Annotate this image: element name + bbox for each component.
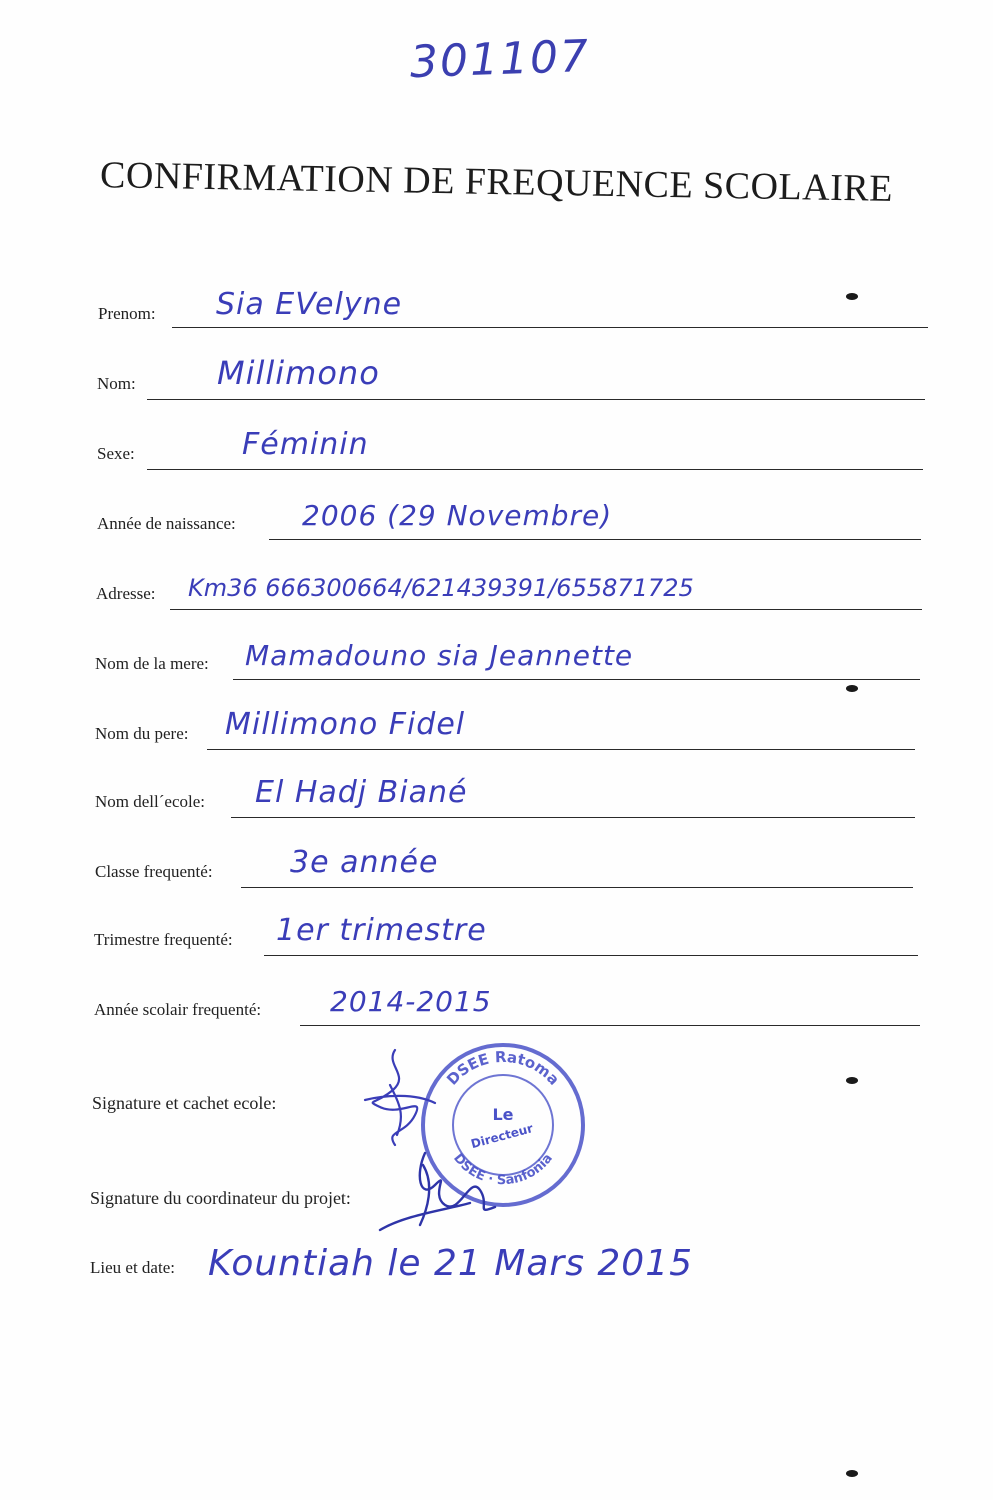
scan-dot bbox=[846, 293, 858, 300]
field-sexe bbox=[97, 427, 923, 470]
field-label: Nom de la mere: bbox=[95, 654, 209, 673]
field-label: Trimestre frequenté: bbox=[94, 930, 233, 949]
handwritten-value: Millimono bbox=[217, 354, 380, 392]
field-signature-ecole bbox=[92, 1080, 392, 1120]
field-label: Nom dell´ecole: bbox=[95, 792, 205, 811]
field-label: Adresse: bbox=[96, 584, 156, 603]
field-signature-coordinateur bbox=[90, 1175, 410, 1215]
field-underline bbox=[147, 469, 923, 470]
field-label: Classe frequenté: bbox=[95, 862, 213, 881]
field-classe bbox=[95, 845, 913, 888]
handwritten-value: Mamadouno sia Jeannette bbox=[245, 639, 634, 672]
field-underline bbox=[233, 679, 920, 680]
field-label: Nom du pere: bbox=[95, 724, 189, 743]
field-underline bbox=[231, 817, 915, 818]
field-label: Lieu et date: bbox=[90, 1258, 175, 1277]
handwritten-value: Féminin bbox=[242, 427, 369, 462]
handwritten-value: 3e année bbox=[290, 845, 439, 880]
field-lieu-date bbox=[90, 1243, 790, 1290]
field-adresse bbox=[96, 570, 922, 610]
field-underline bbox=[241, 887, 913, 888]
handwritten-value: Kountiah le 21 Mars 2015 bbox=[208, 1243, 694, 1284]
coordinator-signature bbox=[375, 1145, 515, 1240]
handwritten-value: Millimono Fidel bbox=[225, 707, 466, 742]
stamp-center-line2: Directeur bbox=[469, 1121, 535, 1152]
field-underline bbox=[147, 399, 925, 400]
field-annee-scolaire bbox=[94, 986, 920, 1026]
handwritten-value: 2006 (29 Novembre) bbox=[302, 499, 613, 532]
stamp-bottom-text: DSEE · Sanfonia bbox=[450, 1151, 556, 1189]
handwritten-value: 1er trimestre bbox=[276, 913, 487, 948]
field-nom bbox=[97, 354, 925, 400]
field-trimestre bbox=[94, 913, 918, 956]
handwritten-value: 2014-2015 bbox=[330, 985, 492, 1018]
field-underline bbox=[172, 327, 928, 328]
document-title: CONFIRMATION DE FREQUENCE SCOLAIRE bbox=[99, 154, 894, 210]
scan-dot bbox=[846, 685, 858, 692]
field-label: Année de naissance: bbox=[97, 514, 236, 533]
stamp-center-line1: Le bbox=[492, 1105, 514, 1124]
handwritten-value: El Hadj Biané bbox=[255, 775, 468, 810]
field-label: Sexe: bbox=[97, 444, 135, 463]
field-label: Nom: bbox=[97, 374, 136, 393]
field-label: Prenom: bbox=[98, 304, 156, 323]
reference-number: 301107 bbox=[409, 30, 591, 89]
field-prenom bbox=[98, 287, 928, 330]
school-signature bbox=[355, 1045, 445, 1155]
field-underline bbox=[269, 539, 921, 540]
field-underline bbox=[170, 609, 922, 610]
field-nom-pere bbox=[95, 707, 915, 750]
handwritten-value: Km36 666300664/621439391/655871725 bbox=[188, 574, 694, 602]
field-annee-naissance bbox=[97, 500, 921, 540]
scan-dot bbox=[846, 1470, 858, 1477]
field-label: Signature du coordinateur du projet: bbox=[90, 1188, 351, 1208]
field-label: Signature et cachet ecole: bbox=[92, 1093, 277, 1113]
field-nom-mere bbox=[95, 640, 920, 680]
field-nom-ecole bbox=[95, 775, 915, 818]
handwritten-value: Sia EVelyne bbox=[216, 287, 403, 322]
scan-dot bbox=[846, 1077, 858, 1084]
stamp-top-text: DSEE Ratoma bbox=[443, 1047, 564, 1089]
field-underline bbox=[207, 749, 915, 750]
field-underline bbox=[264, 955, 918, 956]
field-label: Année scolair frequenté: bbox=[94, 1000, 262, 1019]
field-underline bbox=[300, 1025, 920, 1026]
